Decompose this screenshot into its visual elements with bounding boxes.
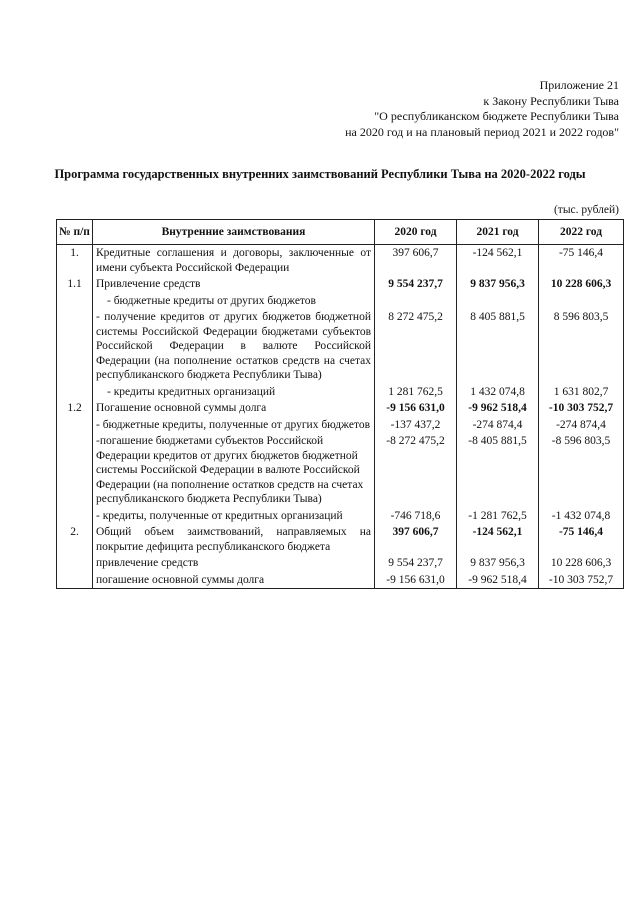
row-num: 1.2 [57, 400, 93, 417]
row-name: - бюджетные кредиты от других бюджетов [93, 293, 375, 310]
value-2022: -1 432 074,8 [539, 508, 624, 525]
value-2022: -75 146,4 [539, 524, 624, 555]
table-row [57, 309, 624, 384]
row-name: - кредиты кредитных организаций [93, 384, 375, 401]
table-row [57, 508, 624, 525]
borrowing-table [56, 219, 624, 589]
value-2020: -9 156 631,0 [375, 572, 457, 589]
table-row [57, 384, 624, 401]
header-num: № п/п [57, 220, 93, 245]
value-2020: 9 554 237,7 [375, 276, 457, 293]
value-2021: -8 405 881,5 [457, 433, 539, 508]
value-2022: 10 228 606,3 [539, 276, 624, 293]
table-header-row [57, 220, 624, 245]
row-name: -погашение бюджетами субъектов Российской Федерации кредитов от других бюджетов бюджетной системы Российской Федерации в валюте Российской Федерации (на пополнение остатков средств на счетах республиканского бюджета Республики Тыва) [93, 433, 375, 508]
table-row [57, 245, 624, 277]
value-2021: -1 281 762,5 [457, 508, 539, 525]
row-num: 1. [57, 245, 93, 277]
value-2022: 10 228 606,3 [539, 555, 624, 572]
value-2021: 1 432 074,8 [457, 384, 539, 401]
table-row [57, 433, 624, 508]
row-num [57, 293, 93, 310]
header-name: Внутренние заимствования [93, 220, 375, 245]
value-2021: -274 874,4 [457, 417, 539, 434]
value-2020: 1 281 762,5 [375, 384, 457, 401]
value-2020: 9 554 237,7 [375, 555, 457, 572]
header-2021: 2021 год [457, 220, 539, 245]
value-2022: 8 596 803,5 [539, 309, 624, 384]
row-num [57, 417, 93, 434]
appendix-line: к Закону Республики Тыва [483, 93, 619, 108]
row-num [57, 555, 93, 572]
value-2022: -10 303 752,7 [539, 400, 624, 417]
value-2021: -124 562,1 [457, 245, 539, 277]
value-2021: 9 837 956,3 [457, 276, 539, 293]
header-2020: 2020 год [375, 220, 457, 245]
appendix-line: "О республиканском бюджете Республики Тыва [374, 109, 619, 123]
table-row [57, 555, 624, 572]
document-title: Программа государственных внутренних заимствований Республики Тыва на 2020-2022 годы [54, 167, 586, 181]
value-2020: 397 606,7 [375, 524, 457, 555]
appendix-header [345, 78, 619, 140]
row-name: погашение основной суммы долга [93, 572, 375, 589]
value-2022: 1 631 802,7 [539, 384, 624, 401]
value-2021: -124 562,1 [457, 524, 539, 555]
value-2021: -9 962 518,4 [457, 572, 539, 589]
row-num: 1.1 [57, 276, 93, 293]
value-2022: -10 303 752,7 [539, 572, 624, 589]
row-name: Погашение основной суммы долга [93, 400, 375, 417]
row-name: Привлечение средств [93, 276, 375, 293]
units-label: (тыс. рублей) [553, 204, 619, 216]
table-row [57, 417, 624, 434]
value-2021: -9 962 518,4 [457, 400, 539, 417]
table-row [57, 293, 624, 310]
row-num [57, 384, 93, 401]
row-name: - кредиты, полученные от кредитных организаций [93, 508, 375, 525]
appendix-line: на 2020 год и на плановый период 2021 и 2022 годов" [345, 124, 619, 139]
value-2021: 8 405 881,5 [457, 309, 539, 384]
value-2020: 8 272 475,2 [375, 309, 457, 384]
row-name: привлечение средств [93, 555, 375, 572]
row-name: Кредитные соглашения и договоры, заключенные от имени субъекта Российской Федерации [93, 245, 375, 277]
value-2022: -75 146,4 [539, 245, 624, 277]
row-name: Общий объем заимствований, направляемых на покрытие дефицита республиканского бюджета [93, 524, 375, 555]
value-2020: -8 272 475,2 [375, 433, 457, 508]
value-2020: -137 437,2 [375, 417, 457, 434]
header-2022: 2022 год [539, 220, 624, 245]
value-2022 [539, 293, 624, 310]
row-num [57, 433, 93, 508]
appendix-line: Приложение 21 [539, 78, 619, 92]
value-2022: -8 596 803,5 [539, 433, 624, 508]
row-num [57, 572, 93, 589]
row-name: - бюджетные кредиты, полученные от других бюджетов [93, 417, 375, 434]
table-row [57, 572, 624, 589]
row-name: - получение кредитов от других бюджетов бюджетной системы Российской Федерации бюджетами субъектов Российской Федерации в валюте Российской Федерации (на пополнение остатков средств на счетах республиканского бюджета Республики Тыва) [93, 309, 375, 384]
row-num: 2. [57, 524, 93, 555]
value-2020: -746 718,6 [375, 508, 457, 525]
row-num [57, 508, 93, 525]
value-2020 [375, 293, 457, 310]
table-row [57, 400, 624, 417]
table-row [57, 276, 624, 293]
value-2021 [457, 293, 539, 310]
value-2021: 9 837 956,3 [457, 555, 539, 572]
table-row [57, 524, 624, 555]
value-2020: -9 156 631,0 [375, 400, 457, 417]
value-2020: 397 606,7 [375, 245, 457, 277]
value-2022: -274 874,4 [539, 417, 624, 434]
row-num [57, 309, 93, 384]
